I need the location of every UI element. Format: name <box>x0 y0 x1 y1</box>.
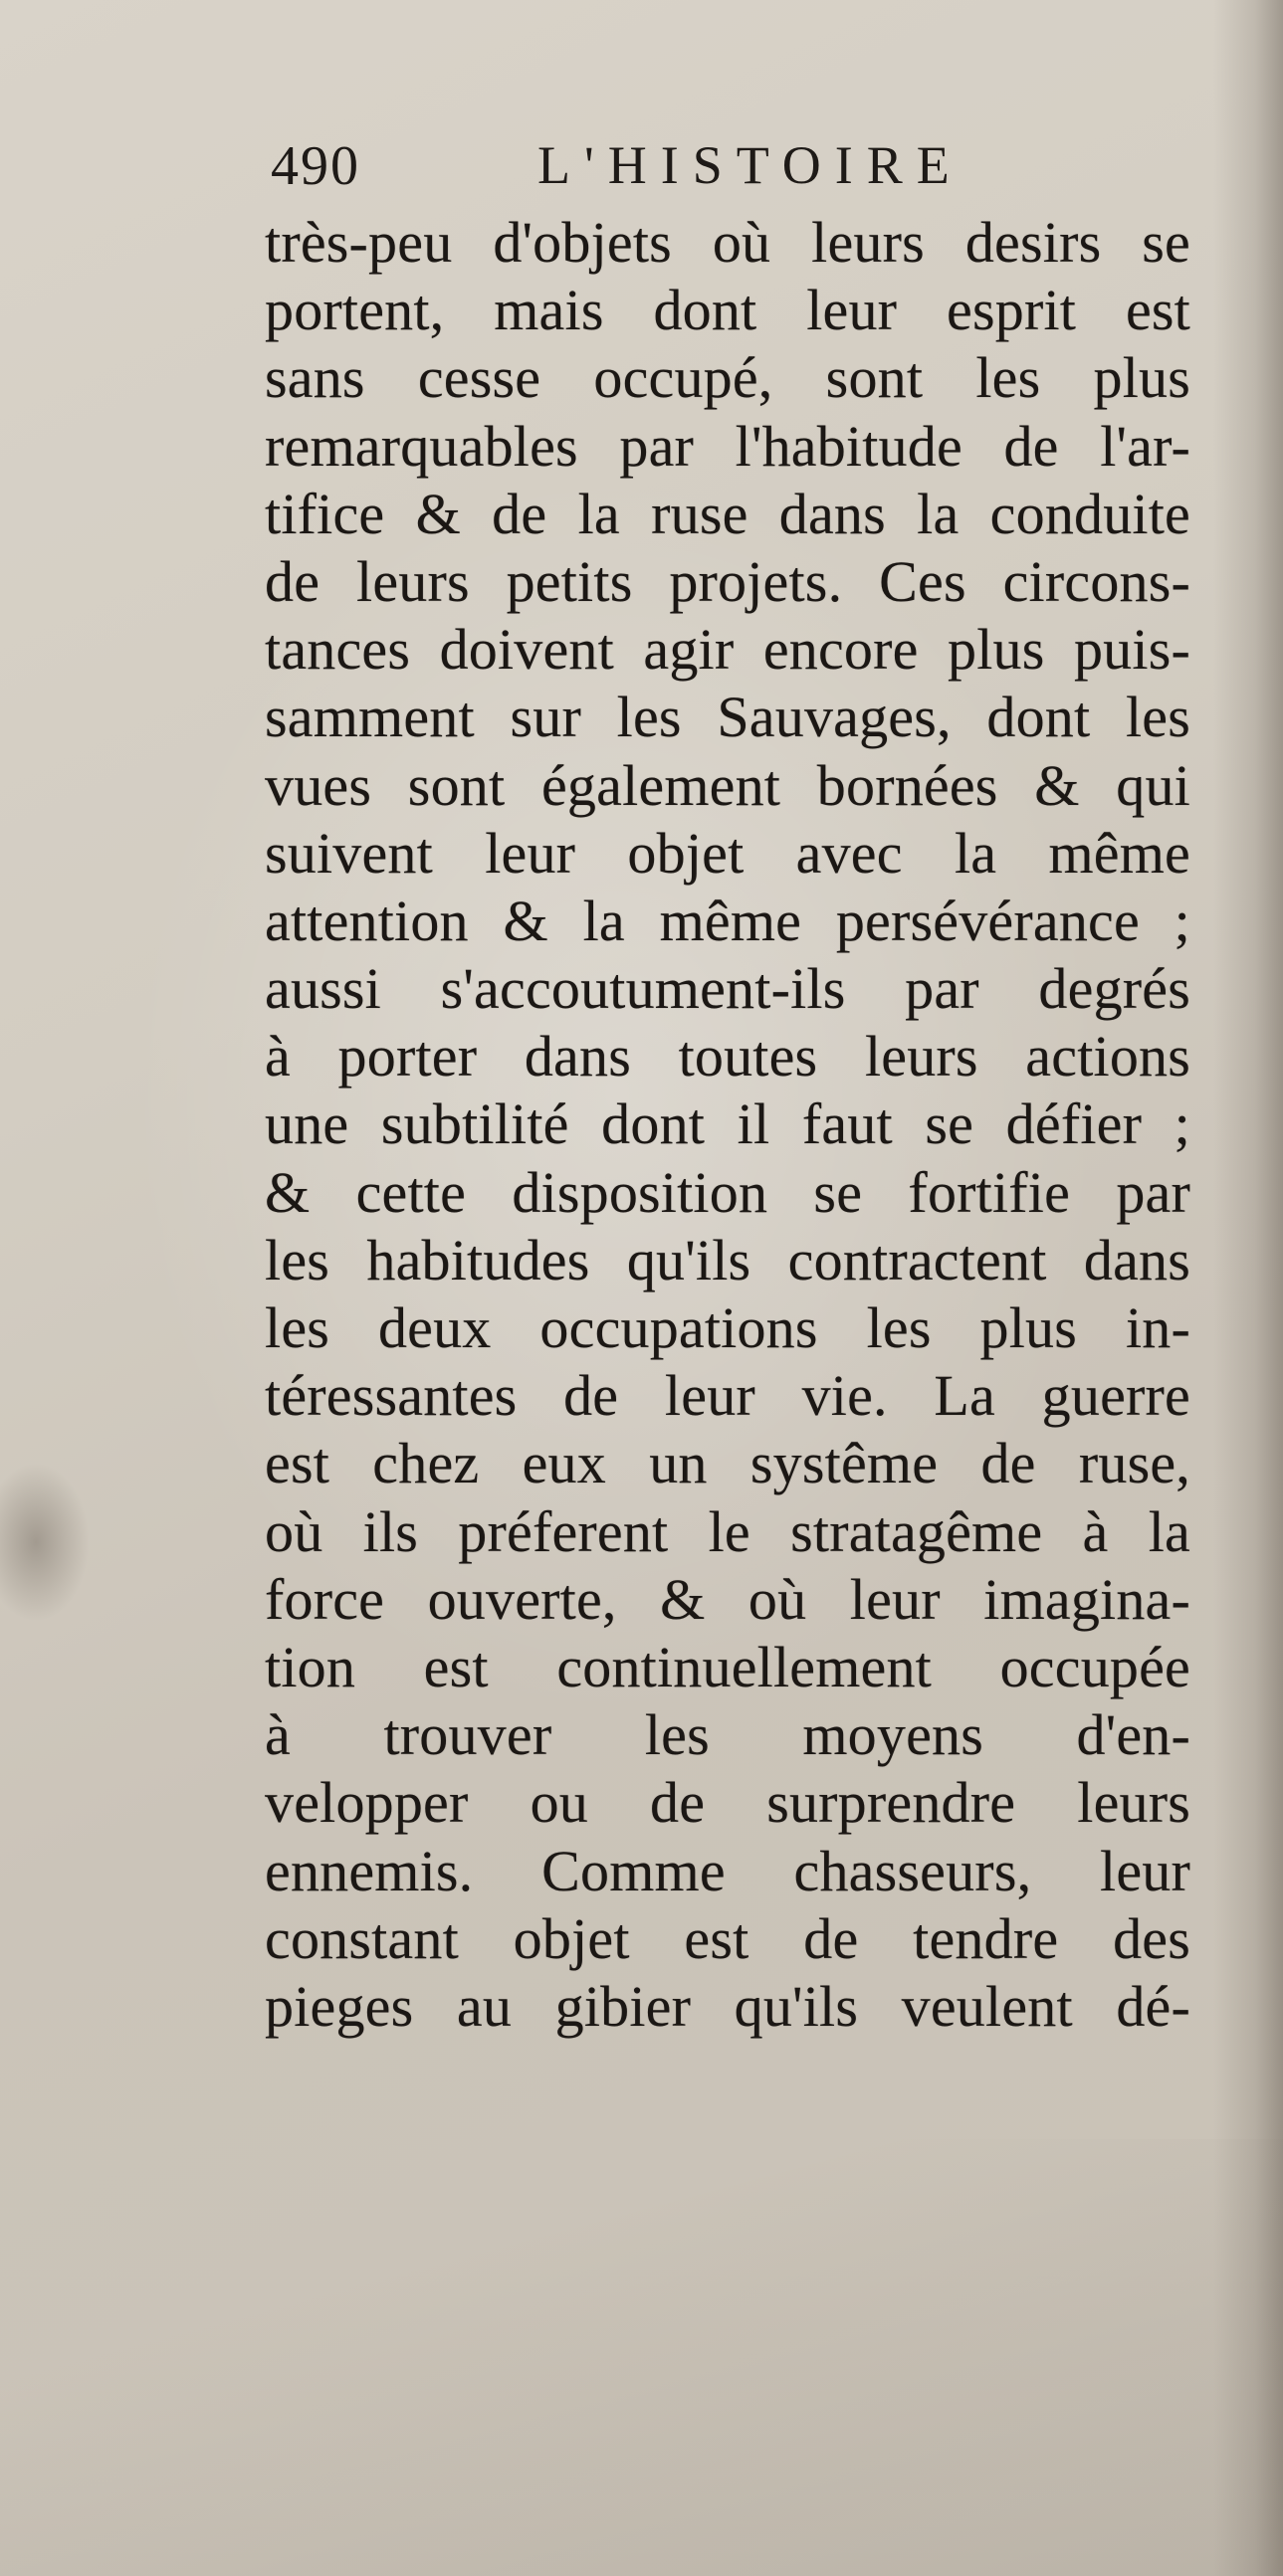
text-line: aussi s'accoutument-ils par degrés <box>265 956 1190 1022</box>
text-line: ennemis. Comme chasseurs, leur <box>265 1838 1190 1903</box>
text-line: sans cesse occupé, sont les plus <box>265 345 1190 411</box>
text-line: velopper ou de surprendre leurs <box>265 1770 1190 1836</box>
running-head: L'HISTOIRE <box>537 135 963 195</box>
text-line: pieges au gibier qu'ils veulent dé- <box>265 1973 1190 2039</box>
text-line: une subtilité dont il faut se défier ; <box>265 1091 1190 1157</box>
text-line: tifice & de la ruse dans la conduite <box>265 481 1190 546</box>
text-line: les deux occupations les plus in- <box>265 1295 1190 1360</box>
text-line: remarquables par l'habitude de l'ar- <box>265 413 1190 479</box>
text-line: portent, mais dont leur esprit est <box>265 278 1190 343</box>
paper-stain <box>0 1463 90 1622</box>
page-header <box>271 134 987 204</box>
text-line: très-peu d'objets où leurs desirs se <box>265 210 1190 275</box>
text-line: à trouver les moyens d'en- <box>265 1702 1190 1768</box>
text-line: constant objet est de tendre des <box>265 1905 1190 1971</box>
text-line: vues sont également bornées & qui <box>265 752 1190 818</box>
text-line: est chez eux un systême de ruse, <box>265 1431 1190 1496</box>
text-line: samment sur les Sauvages, dont les <box>265 685 1190 750</box>
text-line: force ouverte, & où leur imagina- <box>265 1566 1190 1632</box>
text-line: & cette disposition se fortifie par <box>265 1159 1190 1225</box>
text-line: téressantes de leur vie. La guerre <box>265 1363 1190 1429</box>
text-body <box>265 209 1190 2041</box>
text-line: tion est continuellement occupée <box>265 1634 1190 1699</box>
text-line: tances doivent agir encore plus puis- <box>265 617 1190 683</box>
page-bottom-shadow <box>0 2139 1283 2576</box>
text-line: les habitudes qu'ils contractent dans <box>265 1227 1190 1292</box>
page-number: 490 <box>271 135 360 197</box>
text-line: de leurs petits projets. Ces circons- <box>265 548 1190 614</box>
text-line: suivent leur objet avec la même <box>265 820 1190 886</box>
text-line: où ils préferent le stratagême à la <box>265 1498 1190 1564</box>
text-line: à porter dans toutes leurs actions <box>265 1024 1190 1090</box>
text-line: attention & la même persévérance ; <box>265 888 1190 953</box>
